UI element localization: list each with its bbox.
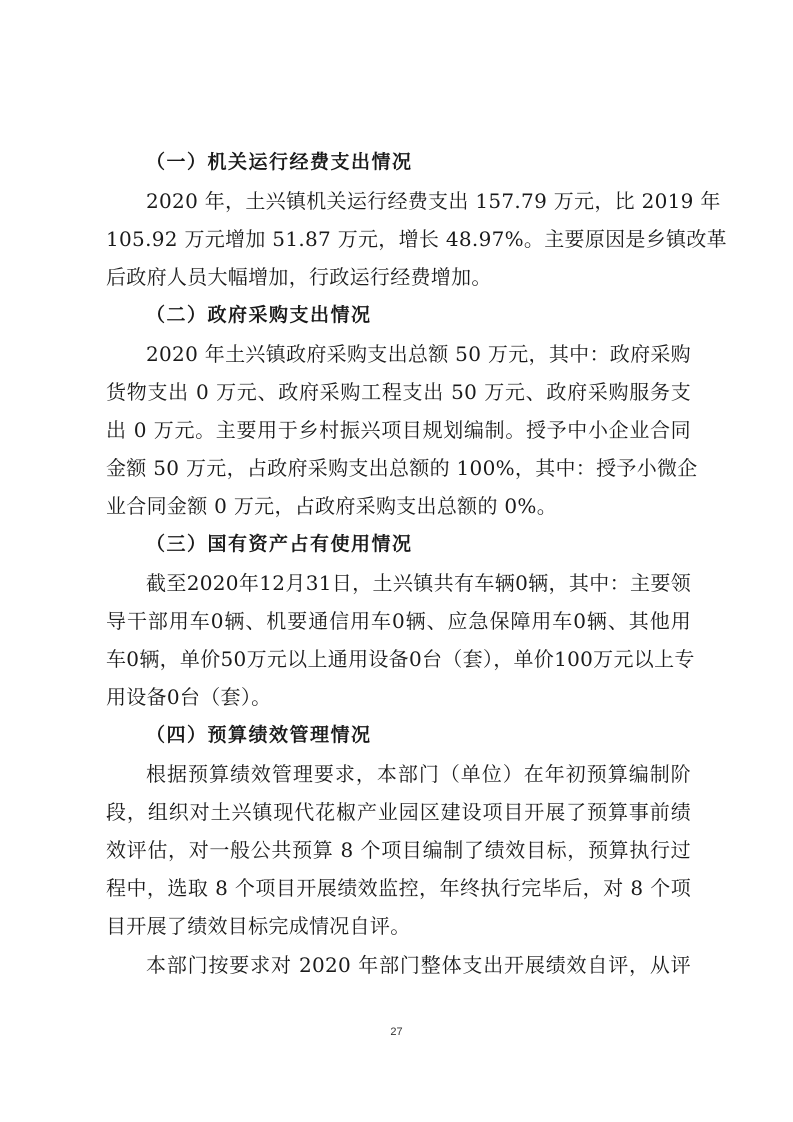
paragraph-line: 金额 50 万元，占政府采购支出总额的 100%，其中：授予小微企	[106, 456, 698, 480]
section-heading-3: （三）国有资产占有使用情况	[146, 533, 413, 555]
paragraph-line: 根据预算绩效管理要求，本部门（单位）在年初预算编制阶	[146, 762, 691, 786]
paragraph-line: 程中，选取 8 个项目开展绩效监控，年终执行完毕后，对 8 个项	[106, 876, 691, 900]
section-heading-1: （一）机关运行经费支出情况	[146, 151, 413, 173]
page-number: 27	[390, 1026, 403, 1038]
paragraph-line: 截至2020年12月31日，土兴镇共有车辆0辆，其中：主要领	[146, 571, 691, 595]
paragraph-line: 105.92 万元增加 51.87 万元，增长 48.97%。主要原因是乡镇改革	[106, 227, 727, 251]
paragraph-line: 段，组织对土兴镇现代花椒产业园区建设项目开展了预算事前绩	[106, 800, 691, 824]
paragraph-line: 2020 年土兴镇政府采购支出总额 50 万元，其中：政府采购	[146, 342, 691, 366]
paragraph-line: 效评估，对一般公共预算 8 个项目编制了绩效目标，预算执行过	[106, 838, 691, 862]
paragraph-line: 车0辆，单价50万元以上通用设备0台（套），单价100万元以上专	[106, 647, 695, 671]
section-heading-4: （四）预算绩效管理情况	[146, 724, 372, 746]
paragraph-line: 本部门按要求对 2020 年部门整体支出开展绩效自评，从评	[146, 953, 691, 977]
paragraph-line: 用设备0台（套）。	[106, 685, 272, 709]
paragraph-line: 业合同金额 0 万元，占政府采购支出总额的 0%。	[106, 494, 558, 518]
paragraph-line: 目开展了绩效目标完成情况自评。	[106, 914, 411, 938]
paragraph-line: 后政府人员大幅增加，行政运行经费增加。	[106, 265, 492, 289]
paragraph-line: 出 0 万元。主要用于乡村振兴项目规划编制。授予中小企业合同	[106, 418, 691, 442]
paragraph-line: 导干部用车0辆、机要通信用车0辆、应急保障用车0辆、其他用	[106, 609, 691, 633]
paragraph-line: 货物支出 0 万元、政府采购工程支出 50 万元、政府采购服务支	[106, 380, 691, 404]
paragraph-line: 2020 年，土兴镇机关运行经费支出 157.79 万元，比 2019 年	[146, 189, 721, 213]
section-heading-2: （二）政府采购支出情况	[146, 304, 372, 326]
